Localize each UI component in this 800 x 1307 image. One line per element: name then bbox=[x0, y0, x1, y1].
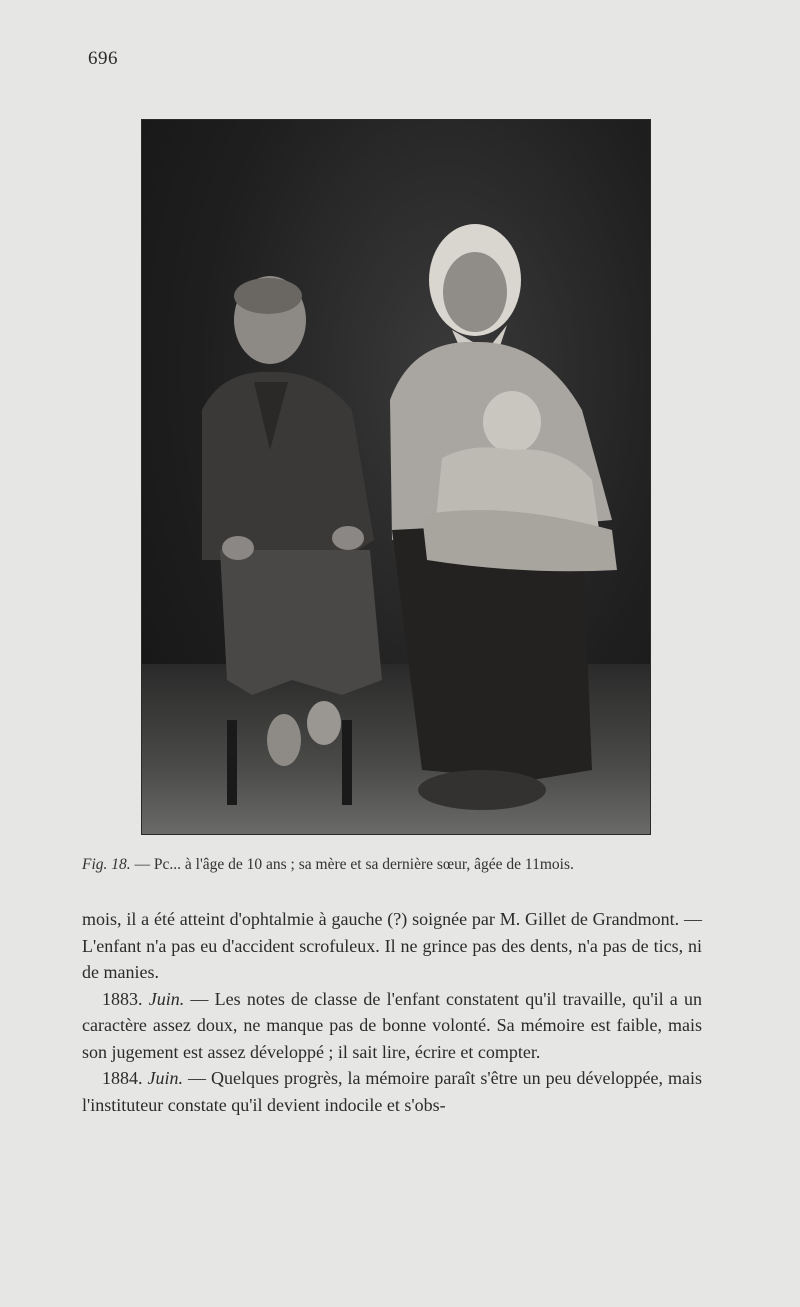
figure-photograph bbox=[142, 120, 650, 834]
figure-label: Fig. 18. bbox=[82, 856, 131, 873]
paragraph-1-text: mois, il a été atteint d'ophtalmie à gauche (?) soignée par M. Gillet de Grandmont. — L'enfant n'a pas eu d'accident scrofuleux. Il ne grince pas des dents, n'a pas de tics, ni de manies. bbox=[82, 909, 702, 982]
paragraph-2 bbox=[82, 986, 702, 1066]
page-number: 696 bbox=[88, 48, 118, 69]
figure-caption-text: — Pc... à l'âge de 10 ans ; sa mère et sa dernière sœur, âgée de 11mois. bbox=[130, 856, 574, 873]
paragraph-2-month: Juin. bbox=[148, 988, 185, 1009]
paragraph-3-month: Juin. bbox=[147, 1068, 183, 1088]
paragraph-2-year: 1883. bbox=[102, 988, 149, 1009]
photo-illustration bbox=[142, 120, 650, 834]
figure-caption bbox=[82, 856, 712, 874]
paragraph-3-text: — Quelques progrès, la mémoire paraît s'être un peu développée, mais l'instituteur constate qu'il devient indocile et s'obs- bbox=[82, 1068, 702, 1115]
paragraph-3 bbox=[82, 1065, 702, 1118]
body-text bbox=[82, 906, 702, 1118]
paragraph-1 bbox=[82, 906, 702, 986]
paragraph-3-year: 1884. bbox=[102, 1068, 148, 1088]
boy-figure bbox=[202, 276, 382, 766]
paragraph-2-text: — Les notes de classe de l'enfant constatent qu'il travaille, qu'il a un caractère assez doux, ne manque pas de bonne volonté. Sa mémoire est faible, mais son jugement est assez développé ; il sait lire, écrire et compter. bbox=[82, 988, 702, 1062]
